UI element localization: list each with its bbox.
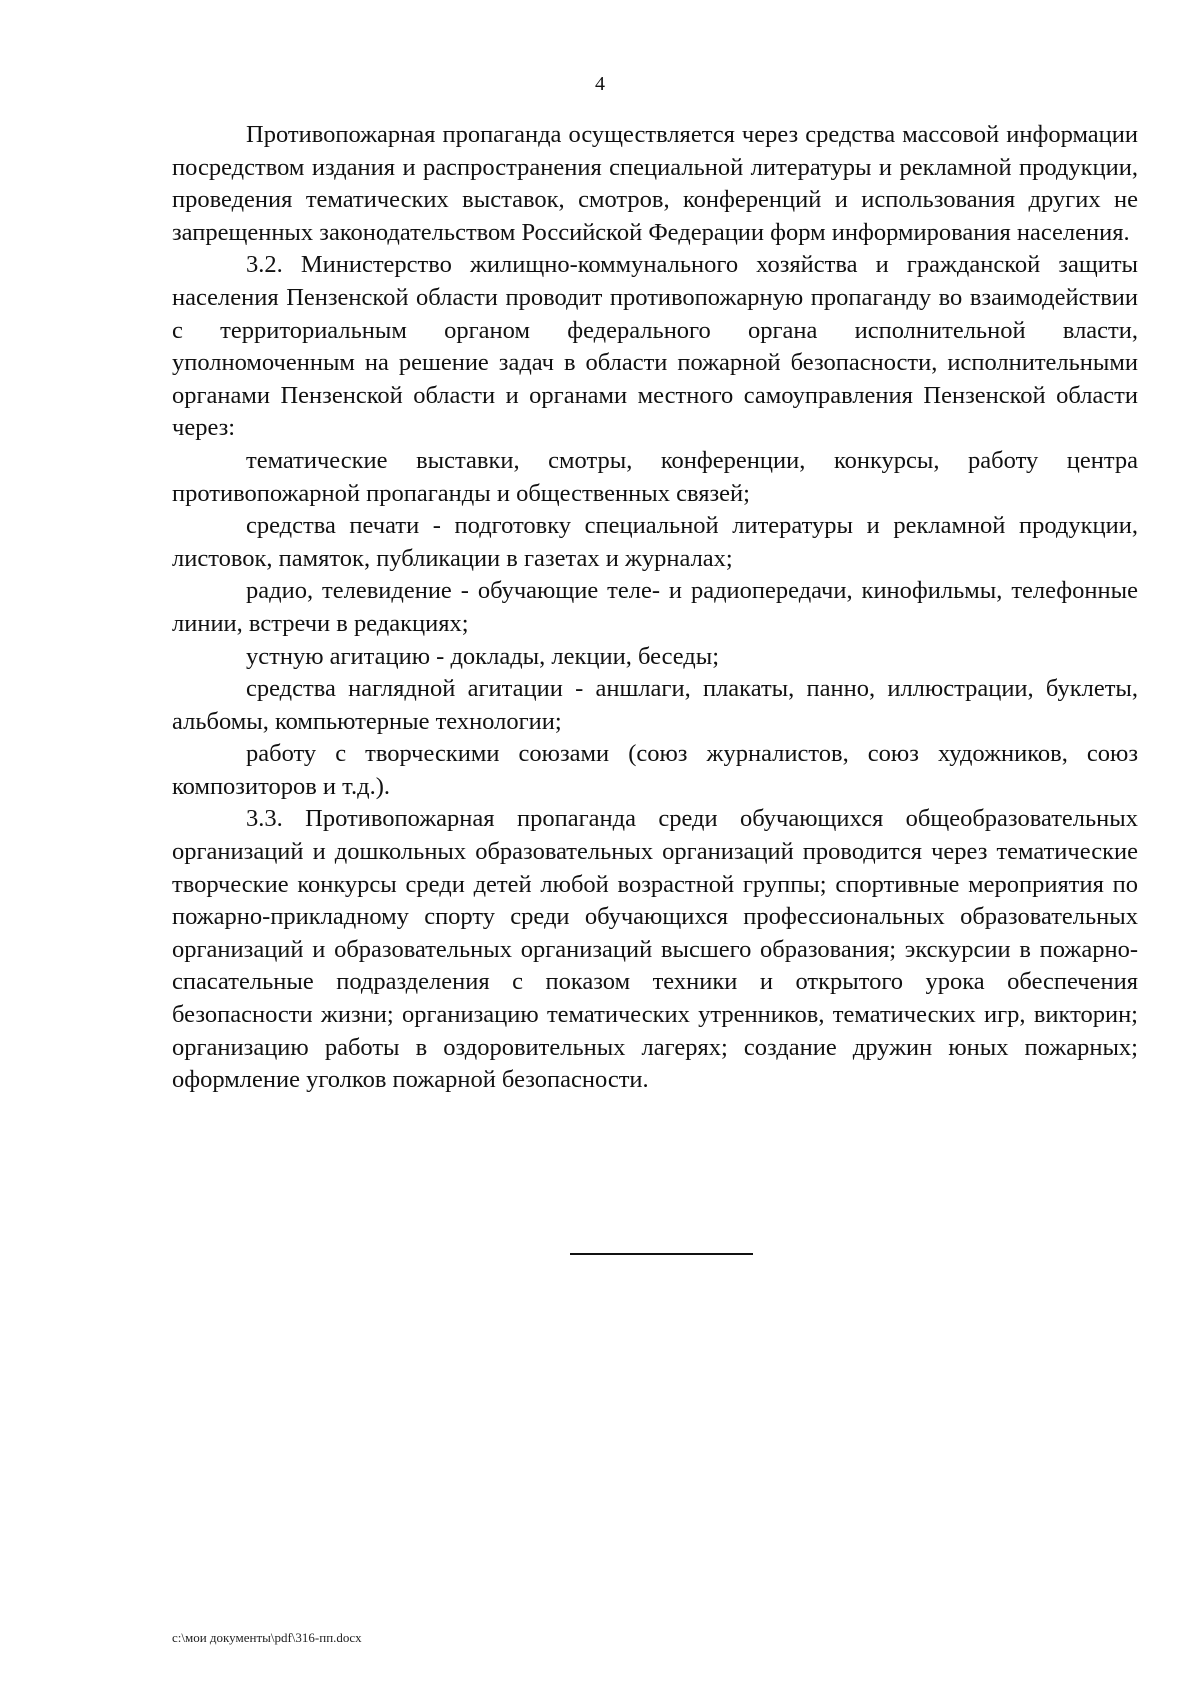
document-body: [172, 119, 1138, 1097]
paragraph-3-3: 3.3. Противопожарная пропаганда среди обучающихся общеобразовательных организаций и дошкольных образовательных организаций проводится через тематические творческие конкурсы среди детей любой возрастной группы; спортивные мероприятия по пожарно-прикладному спорту среди обучающихся профессиональных образовательных организаций и образовательных организаций высшего образования; экскурсии в пожарно-спасательные подразделения с показом техники и открытого урока обеспечения безопасности жизни; организацию тематических утренников, тематических игр, викторин; организацию работы в оздоровительных лагерях; создание дружин юных пожарных; оформление уголков пожарной безопасности.: [172, 805, 1138, 1094]
list-item-radio-tv: радио, телевидение - обучающие теле- и радиопередачи, кинофильмы, телефонные линии, встречи в редакциях;: [172, 577, 1138, 637]
page-number: 4: [595, 73, 605, 95]
list-item-visual-agitation: средства наглядной агитации - аншлаги, плакаты, панно, иллюстрации, буклеты, альбомы, компьютерные технологии;: [172, 675, 1138, 735]
paragraph-propaganda-intro: Противопожарная пропаганда осуществляется через средства массовой информации посредством издания и распространения специальной литературы и рекламной продукции, проведения тематических выставок, смотров, конференций и использования других не запрещенных законодательством Российской Федерации форм информирования населения.: [172, 121, 1138, 246]
footer-file-path: c:\мои документы\pdf\316-пп.docx: [172, 1630, 362, 1645]
list-item-creative-unions: работу с творческими союзами (союз журналистов, союз художников, союз композиторов и т.д.).: [172, 740, 1138, 800]
list-item-oral-agitation: устную агитацию - доклады, лекции, беседы;: [246, 642, 720, 670]
list-item-print-media: средства печати - подготовку специальной литературы и рекламной продукции, листовок, памяток, публикации в газетах и журналах;: [172, 512, 1138, 572]
paragraph-3-2: 3.2. Министерство жилищно-коммунального хозяйства и гражданской защиты населения Пензенской области проводит противопожарную пропаганду во взаимодействии с территориальным органом федерального органа исполнительной власти, уполномоченным на решение задач в области пожарной безопасности, исполнительными органами Пензенской области и органами местного самоуправления Пензенской области через:: [172, 251, 1138, 442]
list-item-exhibitions: тематические выставки, смотры, конференции, конкурсы, работу центра противопожарной пропаганды и общественных связей;: [172, 446, 1138, 507]
end-separator-line: [570, 1253, 753, 1255]
